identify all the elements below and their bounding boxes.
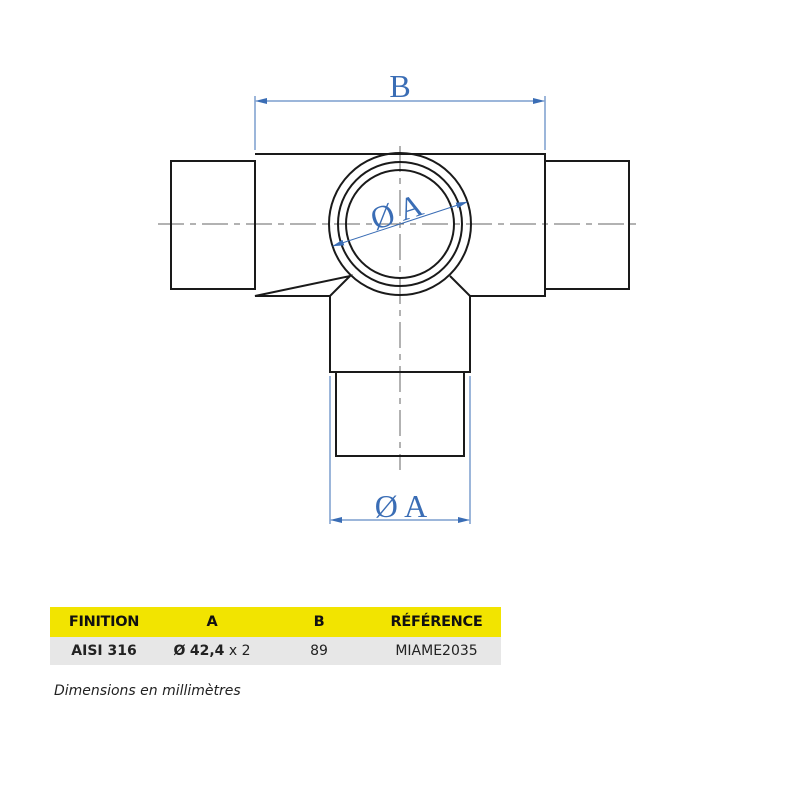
cell-a-suffix: x 2 bbox=[224, 643, 251, 659]
cell-reference: MIAME2035 bbox=[372, 637, 501, 665]
header-a: A bbox=[158, 607, 266, 637]
right-tube-stub bbox=[545, 161, 629, 289]
cell-finition: AISI 316 bbox=[50, 637, 158, 665]
table-header-row bbox=[50, 607, 501, 637]
header-reference: RÉFÉRENCE bbox=[372, 607, 501, 637]
cell-b: 89 bbox=[266, 637, 372, 665]
cell-a-value: 42,4 bbox=[189, 643, 225, 659]
dimension-label-A-bottom: Ø A bbox=[374, 488, 428, 524]
table-row bbox=[50, 637, 501, 665]
header-b: B bbox=[266, 607, 372, 637]
diameter-symbol: Ø bbox=[173, 643, 186, 659]
dimensions-note: Dimensions en millimètres bbox=[54, 683, 241, 699]
specification-table bbox=[50, 607, 501, 665]
header-finition: FINITION bbox=[50, 607, 158, 637]
cell-a bbox=[158, 637, 266, 665]
dimension-label-A-circle: Ø A bbox=[366, 186, 428, 237]
dimension-B bbox=[255, 96, 545, 150]
left-tube-stub bbox=[171, 161, 255, 289]
dimension-label-B: B bbox=[389, 68, 411, 104]
